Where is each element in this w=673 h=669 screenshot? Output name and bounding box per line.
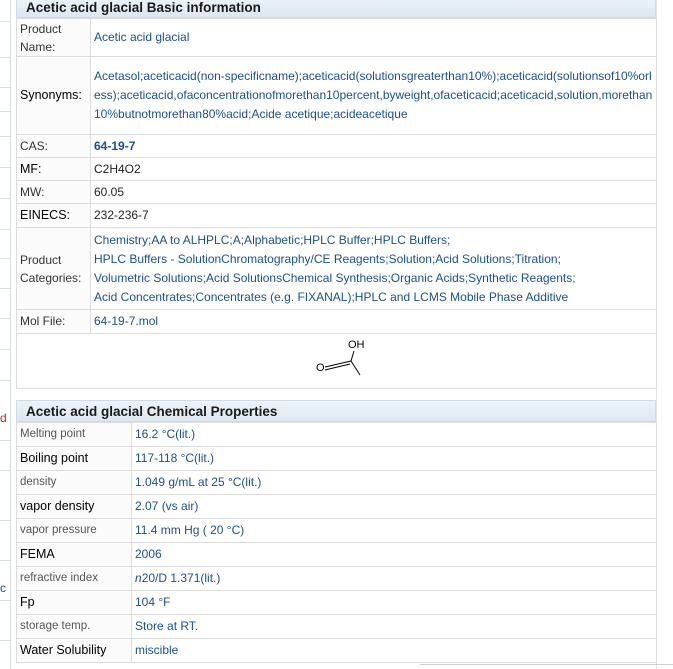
einecs-label: EINECS: bbox=[17, 204, 91, 228]
acetic-acid-structure-diagram bbox=[20, 334, 654, 382]
cas-label: CAS: bbox=[17, 135, 91, 158]
product-categories-label: Product Categories: bbox=[17, 228, 91, 310]
table-row bbox=[17, 639, 657, 663]
structure-bond-c-o-1 bbox=[325, 361, 351, 367]
table-row bbox=[17, 204, 657, 228]
table-row bbox=[17, 471, 657, 495]
storage-temp-label: storage temp. bbox=[17, 615, 132, 639]
table-row bbox=[17, 495, 657, 519]
mol-file-label: Mol File: bbox=[17, 310, 91, 334]
structure-bond-c-o-2 bbox=[325, 364, 350, 370]
einecs-value: 232-236-7 bbox=[91, 204, 657, 228]
boiling-point-label: Boiling point bbox=[17, 447, 132, 471]
structure-oh-label: OH bbox=[348, 339, 365, 351]
density-label: density bbox=[17, 471, 132, 495]
table-row bbox=[17, 135, 657, 158]
water-solubility-label: Water Solubility bbox=[17, 639, 132, 663]
fema-label: FEMA bbox=[17, 543, 132, 567]
product-name-label: Product Name: bbox=[17, 19, 91, 57]
fp-value[interactable]: 104 °F bbox=[132, 591, 657, 615]
table-row bbox=[17, 615, 657, 639]
structure-bond-c-oh bbox=[351, 351, 354, 361]
melting-point-value[interactable]: 16.2 °C(lit.) bbox=[132, 423, 657, 447]
mw-label: MW: bbox=[17, 181, 91, 204]
vapor-pressure-label: vapor pressure bbox=[17, 519, 132, 543]
basic-info-title: Acetic acid glacial Basic information bbox=[16, 0, 656, 18]
refractive-index-label: refractive index bbox=[17, 567, 132, 591]
table-row bbox=[17, 310, 657, 334]
storage-temp-value[interactable]: Store at RT. bbox=[132, 615, 657, 639]
table-row bbox=[17, 519, 657, 543]
product-name-value[interactable]: Acetic acid glacial bbox=[91, 19, 657, 57]
table-row bbox=[17, 567, 657, 591]
chemical-properties-table bbox=[16, 422, 657, 663]
synonyms-value[interactable]: Acetasol;aceticacid(non-specificname);aceticacid(solutionsgreaterthan10%);aceticacid(solutionsof10%orless);aceticacid,ofaconcentrationofmorethan10percent,byweight,ofaceticacid;aceticacid,solution,morethan10%butnotmorethan80%acid;Acide acetique;acideacetique bbox=[91, 57, 657, 135]
table-row bbox=[17, 19, 657, 57]
left-sidebar-edge bbox=[0, 0, 11, 669]
mw-value: 60.05 bbox=[91, 181, 657, 204]
vapor-pressure-value[interactable]: 11.4 mm Hg ( 20 °C) bbox=[132, 519, 657, 543]
footer-divider bbox=[420, 664, 673, 665]
table-row bbox=[17, 334, 657, 389]
table-row bbox=[17, 158, 657, 181]
table-row bbox=[17, 543, 657, 567]
table-row bbox=[17, 423, 657, 447]
synonyms-label: Synonyms: bbox=[17, 57, 91, 135]
sidebar-fragment-d: d bbox=[0, 411, 7, 425]
table-row bbox=[17, 447, 657, 471]
table-row bbox=[17, 181, 657, 204]
melting-point-label: Melting point bbox=[17, 423, 132, 447]
boiling-point-value[interactable]: 117-118 °C(lit.) bbox=[132, 447, 657, 471]
chemical-properties-section bbox=[16, 400, 656, 663]
vapor-density-label: vapor density bbox=[17, 495, 132, 519]
basic-info-table bbox=[16, 18, 657, 389]
product-categories-value[interactable]: Chemistry;AA to ALHPLC;A;Alphabetic;HPLC Buffer;HPLC Buffers; HPLC Buffers - SolutionChromatography/CE Reagents;Solution;Acid Solutions;Titration; Volumetric Solutions;Acid SolutionsChemical Synthesis;Organic Acids;Synthetic Reagents; Acid Concentrates;Concentrates (e.g. FIXANAL);HPLC and LCMS Mobile Phase Additive bbox=[91, 228, 657, 310]
structure-o-label: O bbox=[316, 362, 325, 374]
table-row bbox=[17, 228, 657, 310]
vapor-density-value[interactable]: 2.07 (vs air) bbox=[132, 495, 657, 519]
structure-cell bbox=[17, 334, 657, 389]
refractive-index-text: 20/D 1.371(lit.) bbox=[141, 571, 221, 585]
fema-value[interactable]: 2006 bbox=[132, 543, 657, 567]
table-row bbox=[17, 57, 657, 135]
refractive-index-prefix: n bbox=[135, 571, 142, 585]
cas-value[interactable]: 64-19-7 bbox=[91, 135, 657, 158]
mol-file-link[interactable]: 64-19-7.mol bbox=[91, 310, 657, 334]
basic-info-section bbox=[16, 0, 656, 389]
density-value[interactable]: 1.049 g/mL at 25 °C(lit.) bbox=[132, 471, 657, 495]
mf-value: C2H4O2 bbox=[91, 158, 657, 181]
refractive-index-value[interactable] bbox=[132, 567, 657, 591]
chemical-properties-title: Acetic acid glacial Chemical Properties bbox=[16, 400, 656, 422]
water-solubility-value[interactable]: miscible bbox=[132, 639, 657, 663]
table-row bbox=[17, 591, 657, 615]
fp-label: Fp bbox=[17, 591, 132, 615]
sidebar-fragment-c: c bbox=[0, 581, 6, 595]
mf-label: MF: bbox=[17, 158, 91, 181]
structure-bond-c-ch3 bbox=[351, 361, 360, 375]
